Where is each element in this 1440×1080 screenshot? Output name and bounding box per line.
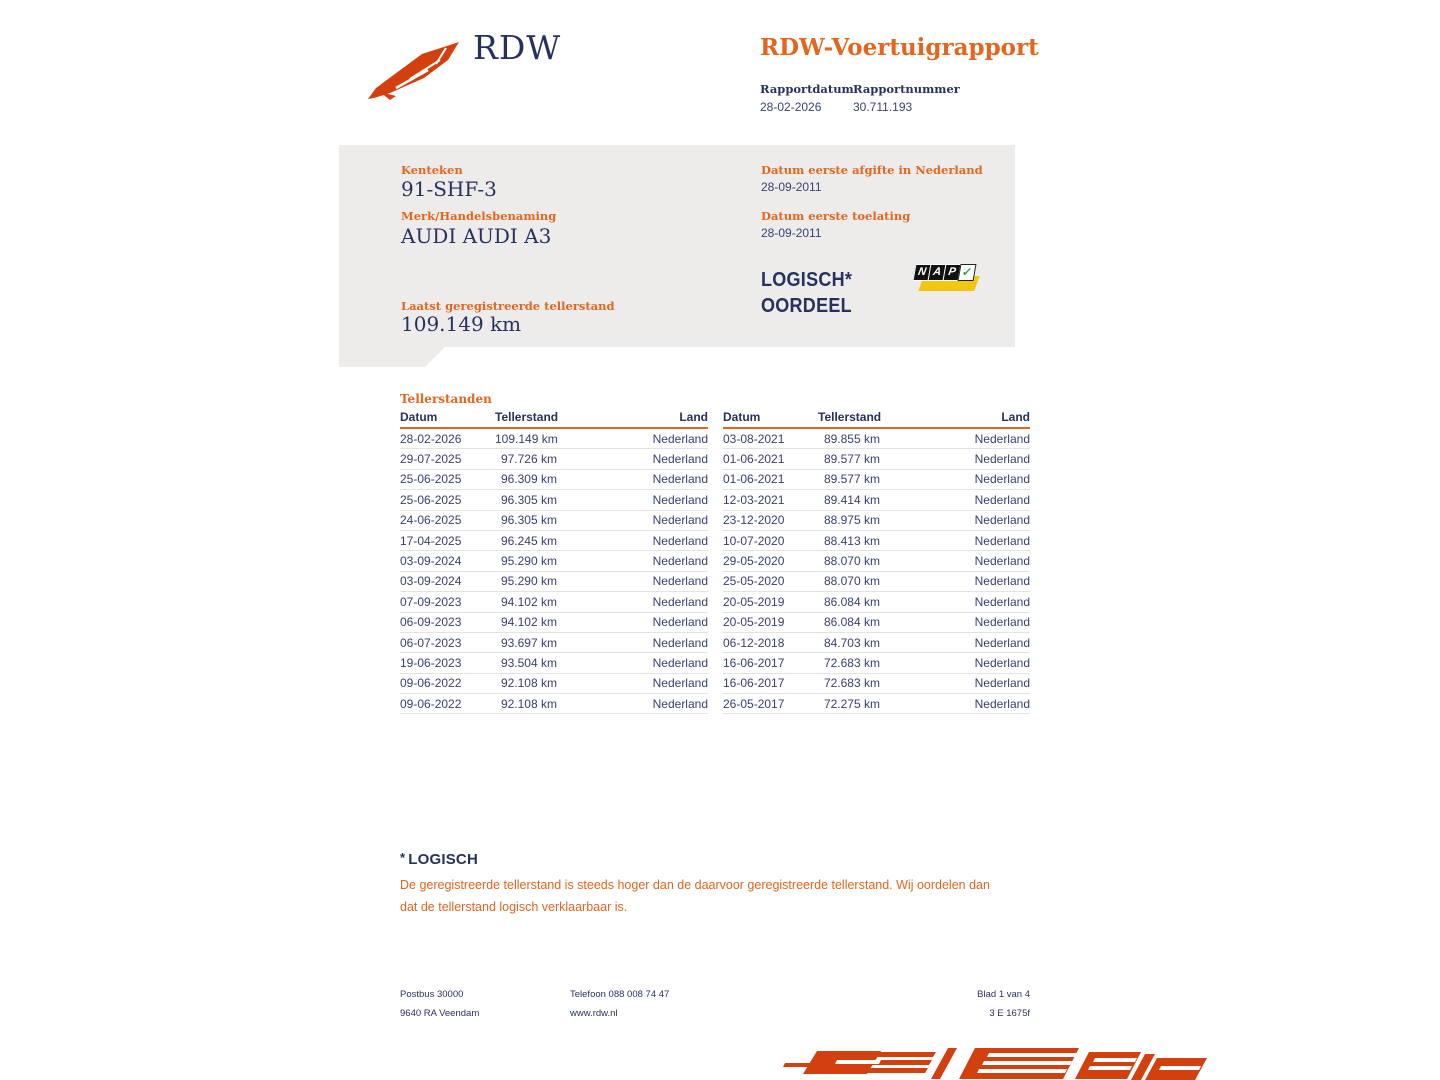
row-tellerstand: 89.577 km [823,452,880,467]
row-land: Nederland [974,492,1030,507]
row-land: Nederland [652,533,708,548]
row-tellerstand: 94.102 km [500,615,557,630]
nap-letter-p: P [943,264,962,281]
row-date: 01-06-2021 [723,452,785,467]
row-date: 23-12-2020 [723,513,785,528]
table-row [400,694,708,714]
row-date: 01-06-2021 [723,472,785,487]
row-tellerstand: 88.975 km [823,513,880,528]
report-date-label: Rapportdatum [760,82,854,96]
row-date: 16-06-2017 [723,655,785,670]
footer-website: www.rdw.nl [570,1008,618,1019]
row-land: Nederland [974,574,1030,589]
row-date: 29-05-2020 [723,554,785,569]
footer-address-line1: Postbus 30000 [400,989,464,1000]
row-land: Nederland [652,554,708,569]
row-land: Nederland [652,615,708,630]
row-land: Nederland [974,676,1030,691]
vehicle-summary-panel [339,145,1015,347]
row-tellerstand: 109.149 km [495,431,558,446]
table-row [400,551,708,571]
merk-value: AUDI AUDI A3 [401,224,552,248]
row-land: Nederland [974,635,1030,650]
table-body [723,429,1030,714]
table-row [723,613,1030,633]
row-land: Nederland [974,594,1030,609]
row-date: 07-09-2023 [400,594,462,609]
row-tellerstand: 94.102 km [500,594,557,609]
laatste-tellerstand-value: 109.149 km [401,312,522,336]
table-row [723,470,1030,490]
rdw-feather-pattern-art [775,1046,1211,1080]
table-row [723,592,1030,612]
table-row [400,653,708,673]
row-date: 16-06-2017 [723,676,785,691]
oordeel-text [761,267,852,319]
report-date-value: 28-02-2026 [760,100,822,114]
table-row [400,613,708,633]
footer-page-indicator: Blad 1 van 4 [977,989,1030,1000]
footer-form-code: 3 E 1675f [989,1008,1030,1019]
table-row [723,674,1030,694]
table-row [723,653,1030,673]
col-header-land: Land [1001,410,1030,424]
row-tellerstand: 93.697 km [500,635,557,650]
row-tellerstand: 93.504 km [500,655,557,670]
panel-corner-tab [339,347,445,367]
row-land: Nederland [974,615,1030,630]
oordeel-line2: OORDEEL [761,295,852,317]
row-tellerstand: 95.290 km [500,574,557,589]
table-row [400,490,708,510]
table-row [723,531,1030,551]
row-tellerstand: 72.683 km [823,676,880,691]
table-row [400,449,708,469]
footnote-asterisk: * [400,850,406,865]
row-date: 29-07-2025 [400,452,462,467]
footnote-title-word: LOGISCH [408,851,479,868]
nap-letter-n: N [913,264,932,281]
page-title: RDW-Voertuigrapport [760,34,1039,61]
report-number-label: Rapportnummer [853,82,960,96]
row-land: Nederland [974,533,1030,548]
row-tellerstand: 84.703 km [823,635,880,650]
row-tellerstand: 95.290 km [500,554,557,569]
row-date: 06-12-2018 [723,635,785,650]
col-header-datum: Datum [723,410,761,424]
row-land: Nederland [652,472,708,487]
toelating-value: 28-09-2011 [761,226,822,240]
row-date: 20-05-2019 [723,594,785,609]
row-date: 12-03-2021 [723,492,785,507]
table-header [400,410,708,429]
table-row [723,572,1030,592]
laatste-tellerstand-label: Laatst geregistreerde tellerstand [401,299,615,313]
table-row [723,551,1030,571]
toelating-label: Datum eerste toelating [761,209,911,223]
row-date: 28-02-2026 [400,431,462,446]
table-row [400,429,708,449]
nap-checkmark-icon: ✓ [958,264,977,281]
table-row [400,572,708,592]
row-land: Nederland [652,635,708,650]
row-date: 09-06-2022 [400,696,462,711]
row-land: Nederland [652,492,708,507]
row-tellerstand: 72.683 km [823,655,880,670]
row-tellerstand: 96.305 km [500,492,557,507]
kenteken-value: 91-SHF-3 [401,177,497,201]
row-date: 25-06-2025 [400,472,462,487]
row-tellerstand: 92.108 km [500,696,557,711]
row-tellerstand: 86.084 km [823,594,880,609]
row-date: 10-07-2020 [723,533,785,548]
tellerstanden-section-title: Tellerstanden [400,392,492,406]
table-row [723,694,1030,714]
row-tellerstand: 88.070 km [823,574,880,589]
row-tellerstand: 88.070 km [823,554,880,569]
footer-address-line2: 9640 RA Veendam [400,1008,480,1019]
rdw-feather-logo-icon [366,40,461,102]
row-tellerstand: 86.084 km [823,615,880,630]
logisch-footnote-title [400,850,478,868]
row-land: Nederland [974,431,1030,446]
row-tellerstand: 88.413 km [823,533,880,548]
row-date: 19-06-2023 [400,655,462,670]
table-header [723,410,1030,429]
tellerstanden-table-right [723,410,1030,714]
row-date: 24-06-2025 [400,513,462,528]
row-date: 03-09-2024 [400,574,462,589]
oordeel-line1: LOGISCH* [761,269,853,291]
row-date: 26-05-2017 [723,696,785,711]
row-date: 03-09-2024 [400,554,462,569]
col-header-tellerstand: Tellerstand [818,410,882,424]
row-land: Nederland [974,655,1030,670]
col-header-datum: Datum [400,410,438,424]
table-row [400,470,708,490]
table-row [400,511,708,531]
nap-letter-a: A [928,264,947,281]
rdw-logo-text: RDW [473,28,562,67]
table-row [400,592,708,612]
footer-phone: Telefoon 088 008 74 47 [570,989,670,1000]
row-land: Nederland [652,696,708,711]
row-tellerstand: 89.855 km [823,431,880,446]
row-land: Nederland [652,513,708,528]
row-land: Nederland [974,452,1030,467]
row-date: 25-06-2025 [400,492,462,507]
row-land: Nederland [652,452,708,467]
row-tellerstand: 96.245 km [500,533,557,548]
row-land: Nederland [652,594,708,609]
row-tellerstand: 72.275 km [823,696,880,711]
table-row [723,449,1030,469]
table-row [400,633,708,653]
afgifte-label: Datum eerste afgifte in Nederland [761,163,983,177]
row-land: Nederland [652,431,708,446]
row-land: Nederland [652,574,708,589]
table-row [723,429,1030,449]
row-date: 25-05-2020 [723,574,785,589]
row-land: Nederland [974,696,1030,711]
table-row [723,633,1030,653]
table-row [723,511,1030,531]
row-land: Nederland [652,655,708,670]
nap-logo [912,262,982,296]
table-row [400,674,708,694]
col-header-tellerstand: Tellerstand [495,410,559,424]
row-tellerstand: 97.726 km [500,452,557,467]
afgifte-value: 28-09-2011 [761,180,822,194]
row-tellerstand: 96.309 km [500,472,557,487]
row-tellerstand: 96.305 km [500,513,557,528]
row-tellerstand: 89.414 km [823,492,880,507]
row-tellerstand: 92.108 km [500,676,557,691]
row-tellerstand: 89.577 km [823,472,880,487]
row-land: Nederland [974,472,1030,487]
row-date: 06-09-2023 [400,615,462,630]
row-date: 20-05-2019 [723,615,785,630]
table-row [400,531,708,551]
row-land: Nederland [974,554,1030,569]
row-date: 17-04-2025 [400,533,462,548]
merk-label: Merk/Handelsbenaming [401,209,557,223]
table-body [400,429,708,714]
kenteken-label: Kenteken [401,163,463,177]
tellerstanden-table-left [400,410,708,714]
col-header-land: Land [679,410,708,424]
row-date: 09-06-2022 [400,676,462,691]
row-date: 03-08-2021 [723,431,785,446]
logisch-footnote-text: De geregistreerde tellerstand is steeds hoger dan de daarvoor geregistreerde tellerstand. Wij oordelen dan dat de tellerstand logisch verklaarbaar is. [400,878,990,914]
row-land: Nederland [652,676,708,691]
table-row [723,490,1030,510]
report-number-value: 30.711.193 [853,100,913,114]
row-land: Nederland [974,513,1030,528]
row-date: 06-07-2023 [400,635,462,650]
